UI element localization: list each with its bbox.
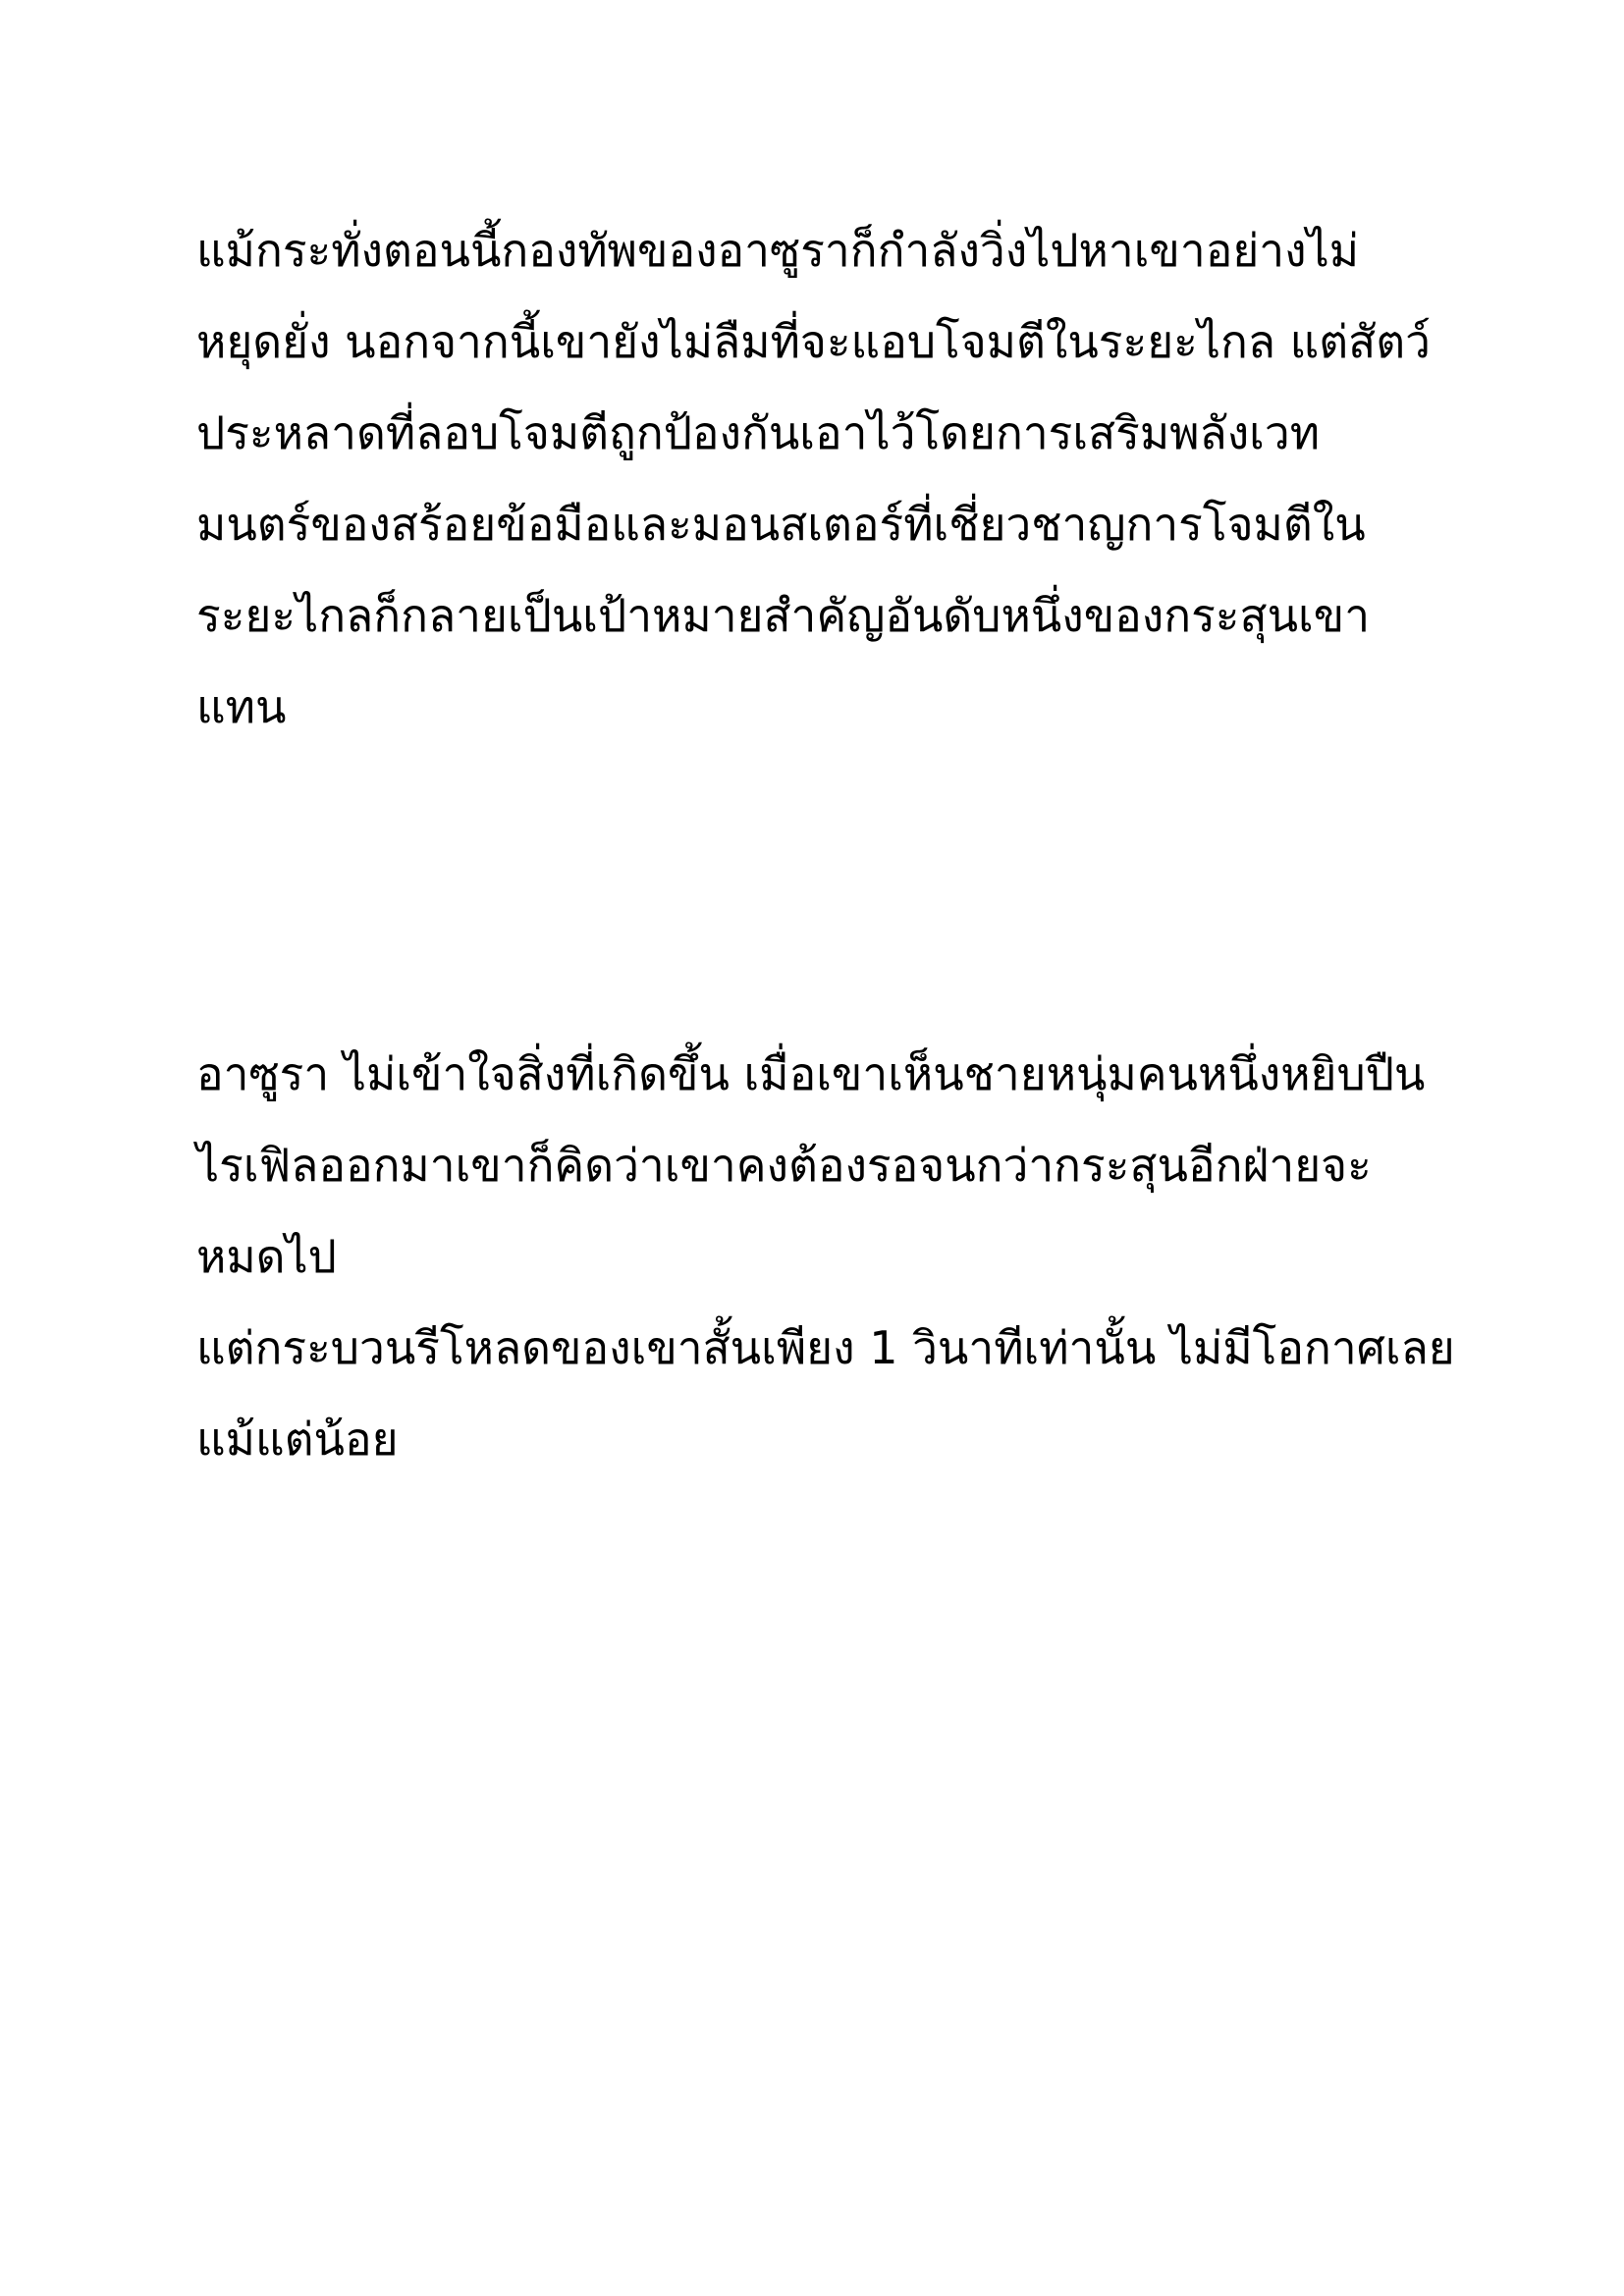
- text-line: หมดไป: [196, 1230, 337, 1283]
- text-line: หยุดยั่ง นอกจากนี้เขายังไม่ลืมที่จะแอบโจมตีในระยะไกล แต่สัตว์: [196, 315, 1431, 368]
- text-line: ระยะไกลก็กลายเป็นเป้าหมายสำคัญอันดับหนึ่งของกระสุนเขา: [196, 589, 1371, 642]
- text-line: ประหลาดที่ลอบโจมตีถูกป้องกันเอาไว้โดยการเสริมพลังเวท: [196, 406, 1321, 459]
- text-line: มนตร์ของสร้อยข้อมือและมอนสเตอร์ที่เชี่ยวชาญการโจมตีใน: [196, 498, 1366, 551]
- text-line: อาซูรา ไม่เข้าใจสิ่งที่เกิดขึ้น เมื่อเขาเห็นชายหนุ่มคนหนึ่งหยิบปืน: [196, 1047, 1426, 1100]
- text-line: แม้แต่น้อย: [196, 1413, 399, 1466]
- text-line: ไรเฟิลออกมาเขาก็คิดว่าเขาคงต้องรอจนกว่ากระสุนอีกฝ่ายจะ: [196, 1139, 1372, 1192]
- text-line: แม้กระทั่งตอนนี้กองทัพของอาซูราก็กำลังวิ่งไปหาเขาอย่างไม่: [196, 224, 1360, 277]
- text-line: แต่กระบวนรีโหลดของเขาสั้นเพียง 1 วินาทีเท่านั้น ไม่มีโอกาศเลย: [196, 1321, 1455, 1374]
- text-line: แทน: [196, 680, 287, 733]
